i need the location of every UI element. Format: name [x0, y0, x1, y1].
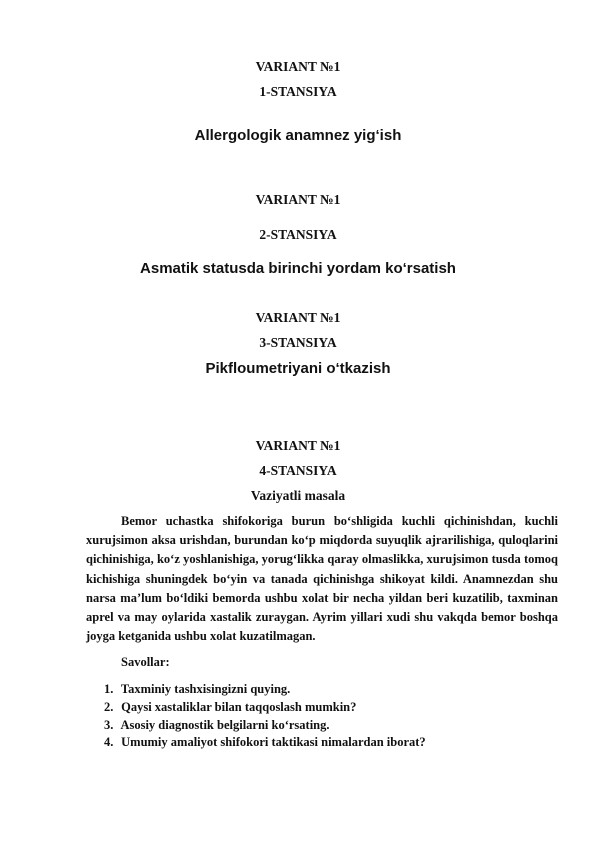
question-text: Taxminiy tashxisingizni quying. [120, 682, 291, 696]
section-3-station: 3-STANSIYA [259, 335, 337, 350]
section-4-station: 4-STANSIYA [259, 463, 337, 478]
case-description [86, 512, 558, 646]
question-item [104, 717, 426, 735]
section-1-variant: VARIANT №1 [255, 59, 341, 74]
section-4-subtitle: Vaziyatli masala [250, 488, 346, 503]
questions-list [104, 681, 426, 752]
question-item [104, 681, 426, 699]
question-number: 1. [104, 682, 114, 696]
question-number: 3. [104, 717, 114, 732]
question-item [104, 734, 426, 752]
section-1-station: 1-STANSIYA [259, 84, 337, 99]
question-text: Umumiy amaliyot shifokori taktikasi nimalardan iborat? [121, 735, 426, 750]
case-paragraph: Bemor uchastka shifokoriga burun bo‘shligida kuchli qichinishdan, kuchli xurujsimon aksa urishdan, burundan ko‘p miqdorda suyuqlik ajrarilishiga, quloqlarini qichinishiga, ko‘z yoshlanishiga, yorug‘likka qaray olmaslikka, xurujsimon tusda tomoq kichishiga shuningdek bo‘yin va tanada qichinishga shikoyat kildi. Anamnezdan shu narsa ma’lum bo‘ldiki bemorda ushbu xolat bir necha yildan beri kuzatilib, taxminan aprel va may oylarida xastalik zuraygan. Ayrim yillari xudi shu vakqda bemor boshqa joyga ketganida ushbu xolat kuzatilmagan. [86, 514, 558, 644]
section-3-title: Pikfloumetriyani o‘tkazish [205, 360, 391, 377]
section-4-variant: VARIANT №1 [255, 438, 341, 453]
question-number: 4. [104, 735, 114, 750]
question-number: 2. [104, 699, 114, 714]
section-1-title: Allergologik anamnez yig‘ish [194, 127, 402, 144]
question-item [104, 699, 426, 717]
section-3-variant: VARIANT №1 [255, 310, 341, 325]
section-2-variant: VARIANT №1 [255, 192, 341, 207]
question-text: Asosiy diagnostik belgilarni ko‘rsating. [120, 717, 330, 732]
questions-label: Savollar: [121, 655, 170, 669]
question-text: Qaysi xastaliklar bilan taqqoslash mumkin? [121, 699, 357, 714]
section-2-station: 2-STANSIYA [259, 227, 337, 242]
section-2-title: Asmatik statusda birinchi yordam ko‘rsatish [140, 260, 456, 277]
